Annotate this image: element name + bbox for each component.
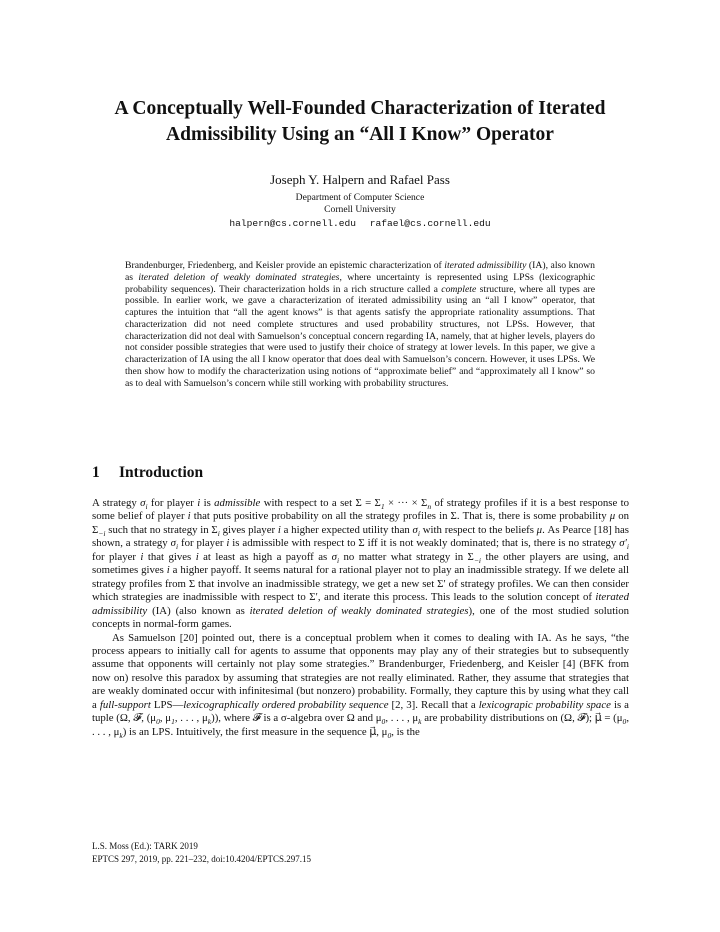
italic-term: σ <box>331 550 337 563</box>
subscript: i <box>175 542 179 552</box>
italic-term: μ <box>609 510 616 523</box>
paper-title <box>60 96 660 148</box>
paragraph-1: A strategy $\sigma_i$ for player i is admissible with respect to a set $\Sigma = \Sigma_1$ × ··· × $\Sigma_n$ of strategy profiles if it is a best response to some belief of player i that puts positive probability on all the strategy profiles in Σ. That is, there is some probability μ on $\Sigma_{-i}$ such that no strategy in $\Sigma_i$ gives player i a higher expected utility than $\sigma_i$ with respect to the beliefs μ. As Pearce [18] has shown, a strategy $\sigma_i$ for player i is admissible with respect to Σ iff it is not weakly dominated; that is, there is no strategy $\sigma'_i$ for player i that gives i at least as high a payoff as $\sigma_i$ no matter what strategy in $\Sigma_{-i}$ the other players are using, and sometimes gives i a higher payoff. It seems natural for a rational player not to play an inadmissible strategy. If we delete all strategy profiles from Σ that involve an inadmissible strategy, we get a new set Σ′ of strategy profiles. We can then consider which strategies are inadmissible with respect to Σ′, and iterate this process. This leads to the solution concept of iterated admissibility (IA) (also known as iterated deletion of weakly dominated strategies), one of the most studied solution concepts in normal-form games. <box>92 497 630 631</box>
italic-term: iterated deletion of weakly dominated strategies <box>249 604 469 617</box>
italic-term: i <box>166 564 170 577</box>
italic-term: μ <box>536 523 543 536</box>
italic-term: admissible <box>214 497 261 509</box>
subscript: 0 <box>622 717 627 727</box>
university: Cornell University <box>324 203 396 215</box>
subscript: i <box>336 555 340 565</box>
subscript: 0 <box>381 717 386 727</box>
paragraph-2: As Samuelson [20] pointed out, there is a conceptual problem when it comes to dealing with IA. As he says, “the process appears to initially call for agents to assume that opponents may play any of their strategies but to subsequently assume that opponents will certainly not play some strategies.” Brandenburger, Friedenberg, and Keisler [4] (BFK from now on) resolve this paradox by assuming that strategies are not really eliminated. Rather, they assume that strategies that are weakly dominated occur with infinitesimal (but nonzero) probability. Formally, they capture this by using what they call a full-support LPS—lexicographically ordered probability sequence [2, 3]. Recall that a lexicograpic probability space is a tuple (Ω, 𝓕, ($\mu_0$, $\mu_1$, . . . , $\mu_k$)), where 𝓕 is a σ-algebra over Ω and $\mu_0$, . . . , $\mu_k$ are probability distributions on (Ω, 𝓕); μ⃗ = ($\mu_0$, . . . , $\mu_k$) is an LPS. Intuitively, the first measure in the sequence μ⃗, $\mu_0$, is the <box>92 631 630 740</box>
italic-term: σ′ <box>619 537 627 550</box>
italic-term: lexicograpic probability space <box>478 698 611 711</box>
section-heading <box>92 464 203 482</box>
section-body <box>92 497 629 739</box>
email-pass[interactable]: rafael@cs.cornell.edu <box>369 218 491 229</box>
department: Department of Computer Science <box>295 192 425 203</box>
italic-term: i <box>140 550 144 563</box>
email-halpern[interactable]: halpern@cs.cornell.edu <box>229 218 356 229</box>
italic-term: σ <box>412 523 418 536</box>
author-emails <box>60 218 660 229</box>
subscript: −i <box>473 555 482 565</box>
subscript: k <box>207 717 212 727</box>
section-number: 1 <box>92 464 100 481</box>
italic-term: lexicographically ordered probability sequence <box>183 698 389 711</box>
subscript: k <box>418 717 422 727</box>
title-line-2: Admissibility Using an “All I Know” Operator <box>166 124 554 145</box>
abstract: Brandenburger, Friedenberg, and Keisler provide an epistemic characterization of iterated admissibility (IA), also known as iterated deletion of weakly dominated strategies, where uncertainty is represented using LPSs (lexicographic probability sequences). Their characterization holds in a rich structure called a complete structure, where all types are possible. In earlier work, we gave a characterization of iterated admissibility using an “all I know” operator, that captures the intuition that “all the agent knows” is that agents satisfy the appropriate rationality assumptions. That characterization did not need complete structures and used probability structures, not LPSs. However, that characterization did not deal with Samuelson’s conceptual concern regarding IA, namely, that at higher levels, players do not consider possible strategies that were used to justify their choice of strategy at lower levels. In this paper, we give a characterization of IA using the all I know operator that does deal with Samuelson’s concern. However, it uses LPSs. We then show how to modify the characterization using notions of “approximate belief” and “approximately all I know” so as to deal with Samuelson’s concern while still working with probability structures. <box>125 260 596 389</box>
italic-term: iterated deletion of weakly dominated strategies <box>138 271 340 283</box>
subscript: 1 <box>380 502 385 512</box>
footer-citation: EPTCS 297, 2019, pp. 221–232, doi:10.4204/EPTCS.297.15 <box>92 853 312 864</box>
italic-term: iterated admissibility <box>92 591 629 617</box>
italic-term: i <box>195 550 199 563</box>
title-line-1: A Conceptually Well-Founded Characterization of Iterated <box>114 98 606 119</box>
italic-term: i <box>277 523 281 536</box>
section-title: Introduction <box>119 464 204 481</box>
affiliation <box>60 192 660 215</box>
subscript: −i <box>98 529 106 539</box>
italic-term: σ <box>140 497 146 509</box>
subscript: 1 <box>171 717 175 727</box>
subscript: i <box>417 529 420 539</box>
italic-term: i <box>187 510 191 523</box>
italic-term: iterated admissibility <box>444 260 527 271</box>
italic-term: complete <box>441 283 477 295</box>
subscript: 0 <box>156 717 160 727</box>
subscript: i <box>626 542 629 552</box>
subscript: i <box>145 502 148 512</box>
italic-term: i <box>226 537 230 550</box>
subscript: n <box>427 502 432 512</box>
author-names: Joseph Y. Halpern and Rafael Pass <box>270 172 450 187</box>
italic-term: σ <box>170 537 176 550</box>
subscript: k <box>119 730 123 740</box>
subscript: i <box>217 529 220 539</box>
italic-term: full-support <box>99 698 151 711</box>
italic-term: i <box>197 497 201 509</box>
footer <box>92 840 311 865</box>
subscript: 0 <box>387 730 392 740</box>
footer-proceedings: L.S. Moss (Ed.): TARK 2019 <box>92 841 198 851</box>
